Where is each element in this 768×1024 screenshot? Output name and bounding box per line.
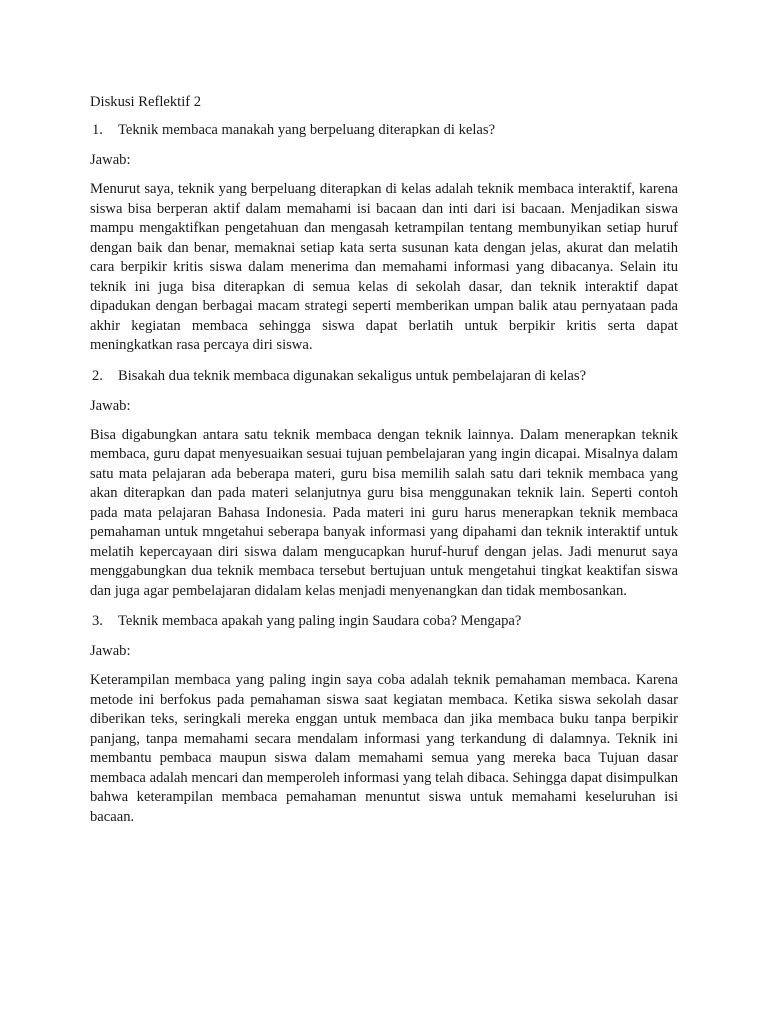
question-1 bbox=[90, 120, 678, 140]
discussion-item-2 bbox=[90, 366, 678, 602]
question-text: Teknik membaca manakah yang berpeluang diterapkan di kelas? bbox=[118, 122, 496, 138]
question-number: 1. bbox=[92, 122, 103, 138]
document-title: Diskusi Reflektif 2 bbox=[90, 94, 202, 110]
question-text: Teknik membaca apakah yang paling ingin Saudara coba? Mengapa? bbox=[118, 613, 522, 629]
answer-paragraph: Keterampilan membaca yang paling ingin saya coba adalah teknik pemahaman membaca. Karena metode ini berfokus pada pemahaman siswa saat kegiatan membaca. Ketika siswa sekolah dasar diberikan teks, seringkali mereka enggan untuk membaca dan jika membaca buku tanpa berpikir panjang, tanpa memahami secara mendalam informasi yang terkandung di dalamnya. Teknik ini membantu pembaca maupun siswa dalam memahami semua yang mereka baca Tujuan dasar membaca adalah mencari dan memperoleh informasi yang telah dibaca. Sehingga dapat disimpulkan bahwa keterampilan membaca pemahaman menuntut siswa untuk memahami keseluruhan isi bacaan. bbox=[90, 672, 678, 825]
answer-label: Jawab: bbox=[90, 643, 131, 659]
answer-label: Jawab: bbox=[90, 397, 131, 414]
question-text: Bisakah dua teknik membaca digunakan sekaligus untuk pembelajaran di kelas? bbox=[118, 367, 587, 384]
discussion-item-1 bbox=[90, 120, 678, 356]
answer-label: Jawab: bbox=[90, 152, 131, 168]
discussion-item-3 bbox=[90, 611, 678, 827]
question-number: 3. bbox=[92, 613, 103, 629]
question-2 bbox=[90, 366, 678, 386]
answer-paragraph: Bisa digabungkan antara satu teknik membaca dengan teknik lainnya. Dalam menerapkan teknik membaca, guru dapat menyesuaikan sesuai tujuan pembelajaran yang ingin dicapai. Misalnya dalam satu mata pelajaran ada beberapa materi, guru bisa memilih salah satu dari teknik membaca yang akan diterapkan dan pada materi selanjutnya guru bisa menggunakan teknik lain. Seperti contoh pada mata pelajaran Bahasa Indonesia. Pada materi ini guru harus menerapkan teknik membaca pemahaman untuk mngetahui seberapa banyak informasi yang dipahami dan teknik interaktif untuk melatih kepercayaan diri siswa dalam mengucapkan huruf-huruf dengan jelas. Jadi menurut saya menggabungkan dua teknik membaca tersebut bertujuan untuk mengetahui tingkat keaktifan siswa dan juga agar pembelajaran didalam kelas menjadi menyenangkan dan tidak membosankan. bbox=[90, 426, 678, 599]
question-3 bbox=[90, 611, 678, 631]
answer-paragraph: Menurut saya, teknik yang berpeluang diterapkan di kelas adalah teknik membaca interaktif, karena siswa bisa berperan aktif dalam memahami isi bacaan dan inti dari isi bacaan. Menjadikan siswa mampu mengaktifkan pengetahuan dan mengasah ketrampilan tentang membunyikan setiap huruf dengan baik dan benar, memaknai setiap kata serta susunan kata dengan jelas, akurat dan melatih cara berpikir kritis siswa dalam menerima dan memahami informasi yang dibacanya. Selain itu teknik ini juga bisa diterapkan di semua kelas di sekolah dasar, dan teknik interaktif dapat dipadukan dengan berbagai macam strategi seperti memberikan umpan balik atau pernyataan pada akhir kegiatan membaca sehingga siswa dapat berlatih untuk berpikir kritis serta dapat meningkatkan rasa percaya diri siswa. bbox=[90, 181, 678, 353]
document-page bbox=[90, 92, 678, 837]
question-number: 2. bbox=[92, 367, 103, 384]
